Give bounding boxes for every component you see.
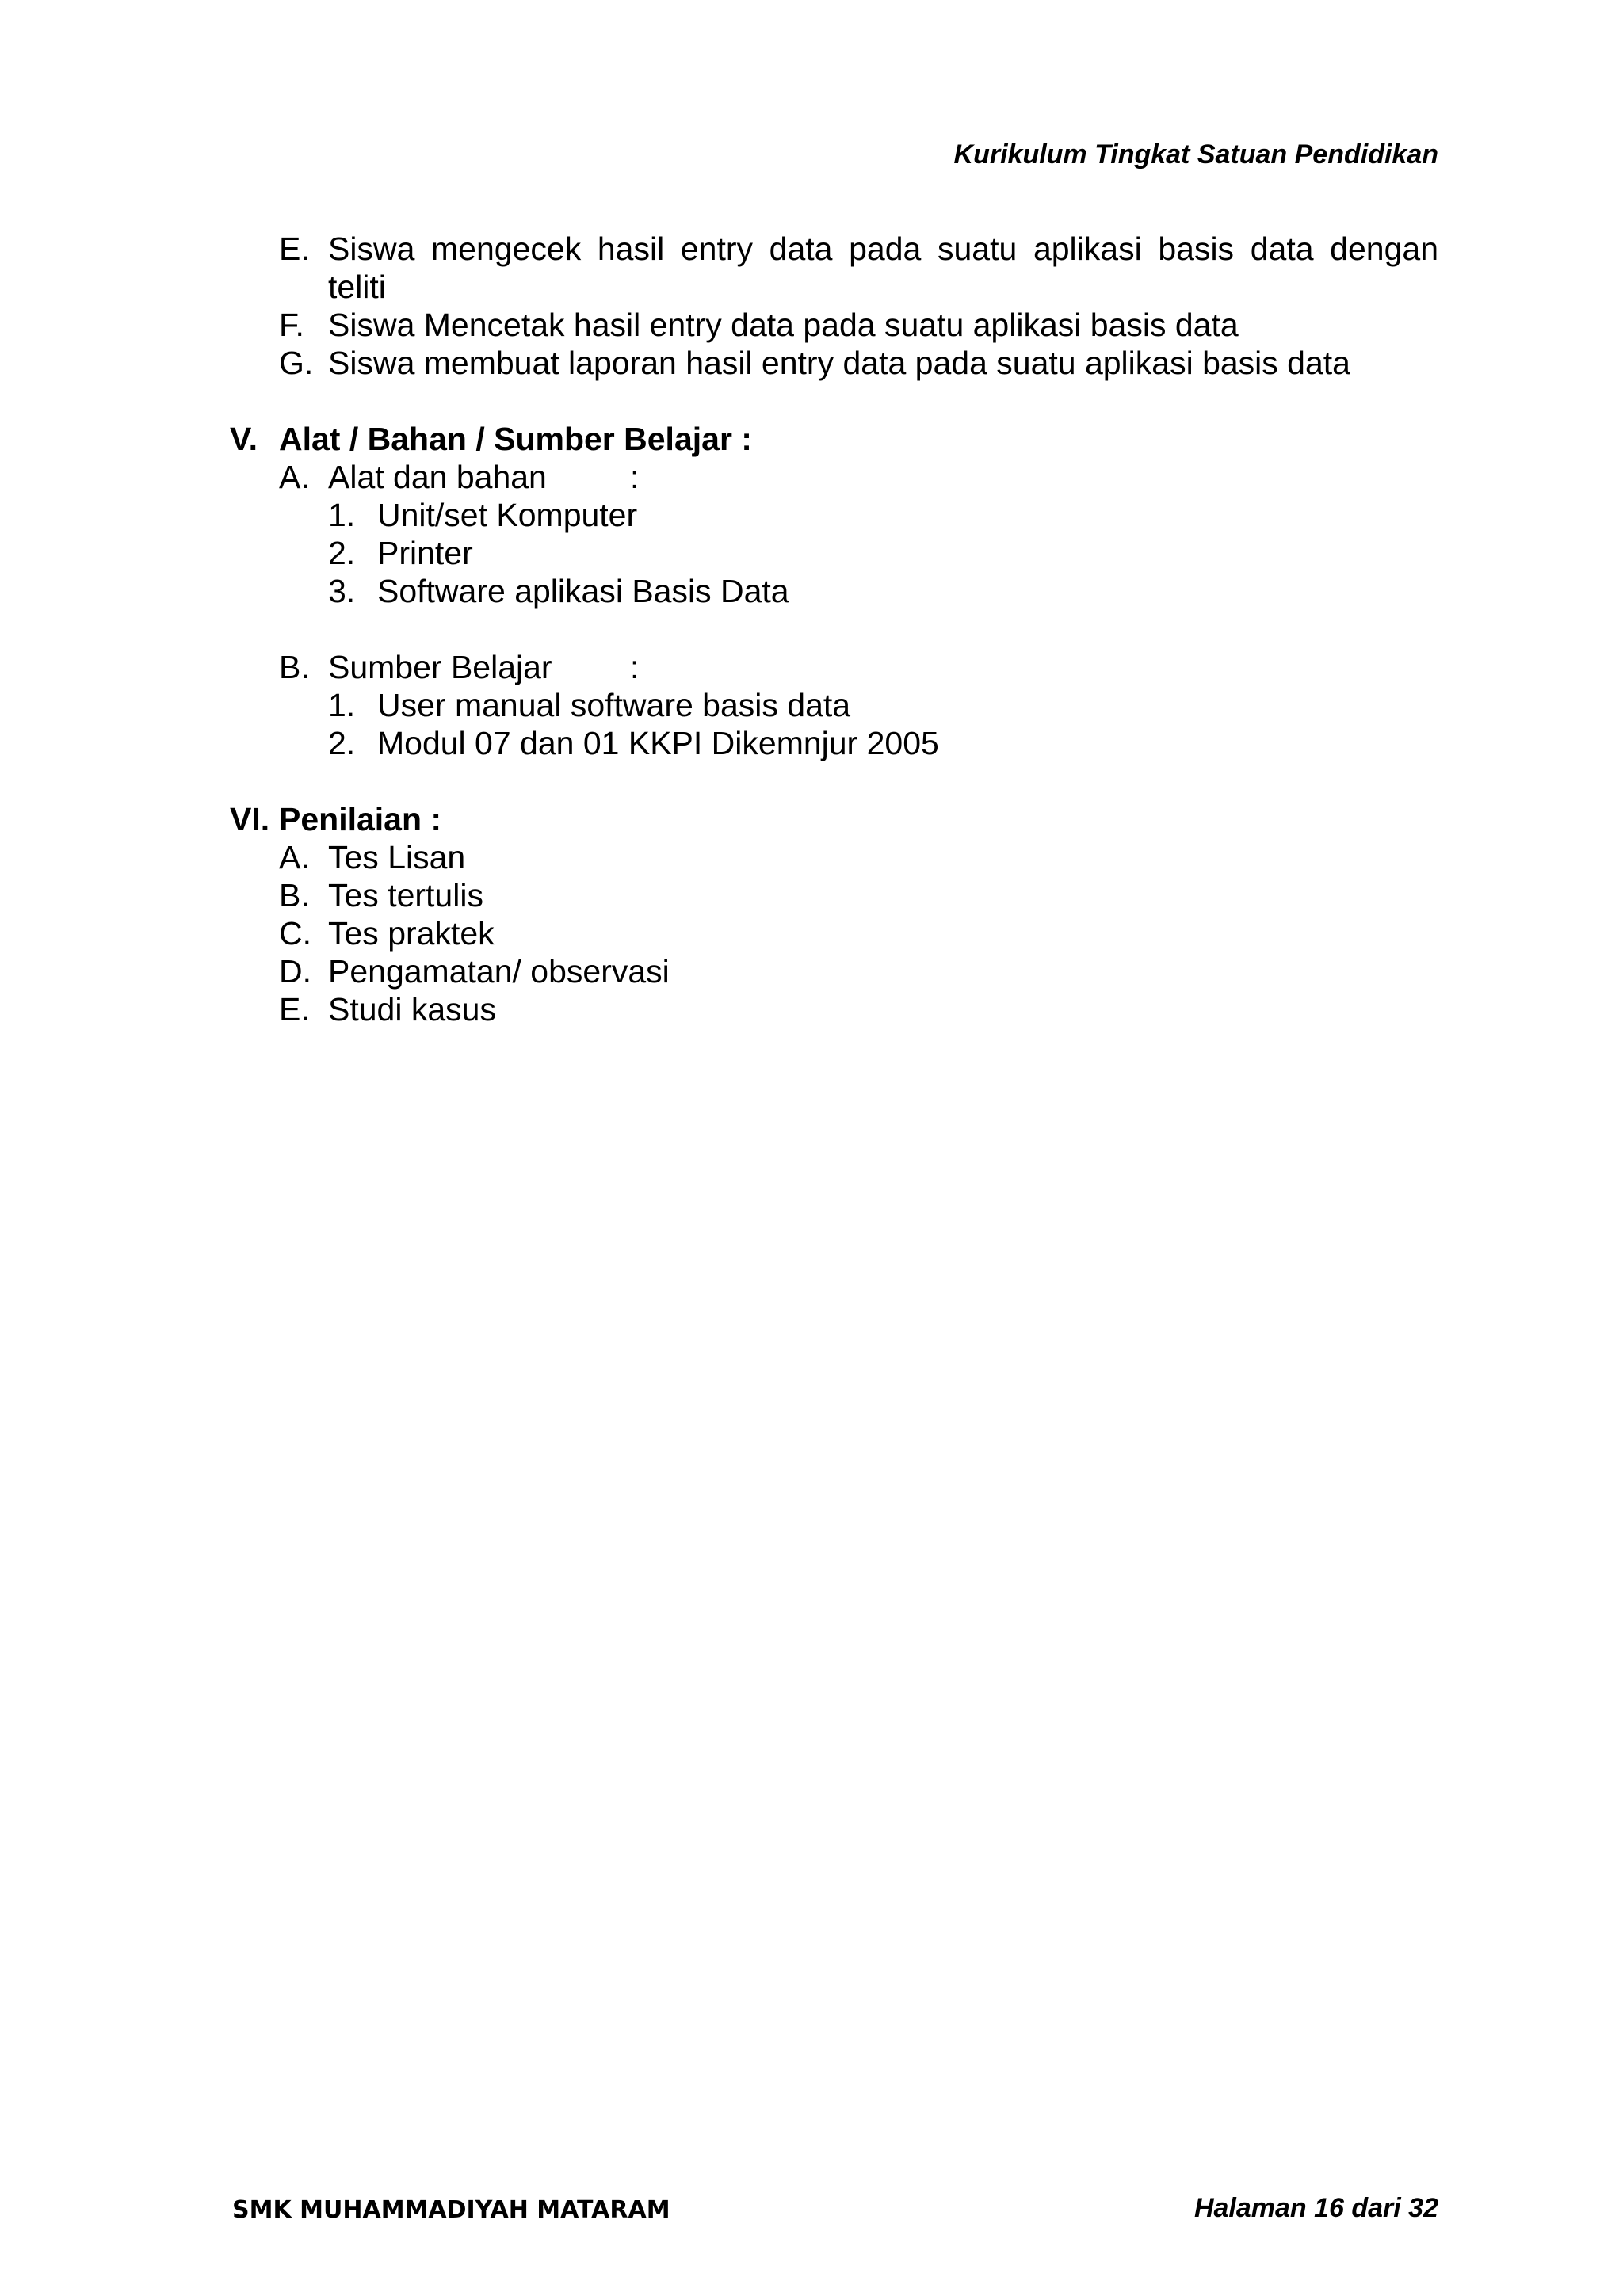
- list-marker: B.: [279, 877, 310, 913]
- list-text: Tes Lisan: [328, 839, 466, 875]
- item-text-continued: teliti: [328, 269, 386, 305]
- item-marker: F.: [279, 307, 304, 343]
- list-marker: 1.: [328, 687, 356, 723]
- list-text: User manual software basis data: [377, 687, 851, 723]
- list-item: [230, 686, 1438, 724]
- list-text: Studi kasus: [328, 991, 496, 1028]
- subsection-colon: :: [630, 649, 640, 685]
- subsection-colon: :: [630, 459, 640, 495]
- list-text: Modul 07 dan 01 KKPI Dikemnjur 2005: [377, 725, 939, 761]
- list-item: [230, 496, 1438, 534]
- item-text: Siswa Mencetak hasil entry data pada suatu aplikasi basis data: [328, 307, 1239, 343]
- list-item: [230, 724, 1438, 762]
- section-marker: V.: [230, 421, 258, 457]
- list-text: Pengamatan/ observasi: [328, 953, 670, 990]
- list-item: [230, 914, 1438, 952]
- footer-page-number: Halaman 16 dari 32: [1193, 2193, 1438, 2223]
- activity-item: [230, 230, 1438, 306]
- subsection-marker: A.: [279, 459, 310, 495]
- section-title: Alat / Bahan / Sumber Belajar :: [279, 421, 752, 457]
- list-marker: 2.: [328, 535, 356, 571]
- item-text: Siswa mengecek hasil entry data pada suatu aplikasi basis data dengan: [328, 231, 1438, 267]
- section-title: Penilaian :: [279, 801, 442, 837]
- list-marker: E.: [279, 991, 310, 1028]
- list-item: [230, 876, 1438, 914]
- list-text: Tes praktek: [328, 915, 495, 952]
- list-text: Software aplikasi Basis Data: [377, 573, 789, 609]
- subsection-label: Alat dan bahan: [328, 459, 547, 495]
- subsection-heading: [230, 458, 1438, 496]
- section-marker: VI.: [230, 801, 270, 837]
- list-item: [230, 952, 1438, 990]
- list-item: [230, 838, 1438, 876]
- list-text: Tes tertulis: [328, 877, 483, 913]
- item-marker: G.: [279, 345, 314, 381]
- list-text: Unit/set Komputer: [377, 497, 638, 533]
- document-header-title: Kurikulum Tingkat Satuan Pendidikan: [953, 139, 1438, 170]
- footer-school-name: SMK MUHAMMADIYAH MATARAM: [232, 2196, 670, 2224]
- list-marker: A.: [279, 839, 310, 875]
- subsection-label: Sumber Belajar: [328, 649, 552, 685]
- section-heading: [230, 420, 1438, 458]
- item-marker: E.: [279, 231, 310, 267]
- subsection-marker: B.: [279, 649, 310, 685]
- list-marker: 3.: [328, 573, 356, 609]
- activity-item: [230, 344, 1438, 382]
- list-item: [230, 534, 1438, 572]
- activity-item: [230, 306, 1438, 344]
- document-body: [230, 230, 1438, 1028]
- list-marker: D.: [279, 953, 311, 990]
- list-item: [230, 572, 1438, 610]
- subsection-heading: [230, 648, 1438, 686]
- list-marker: C.: [279, 915, 311, 952]
- list-text: Printer: [377, 535, 473, 571]
- list-marker: 2.: [328, 725, 356, 761]
- section-heading: [230, 800, 1438, 838]
- list-item: [230, 990, 1438, 1028]
- list-marker: 1.: [328, 497, 356, 533]
- item-text: Siswa membuat laporan hasil entry data pada suatu aplikasi basis data: [328, 345, 1350, 381]
